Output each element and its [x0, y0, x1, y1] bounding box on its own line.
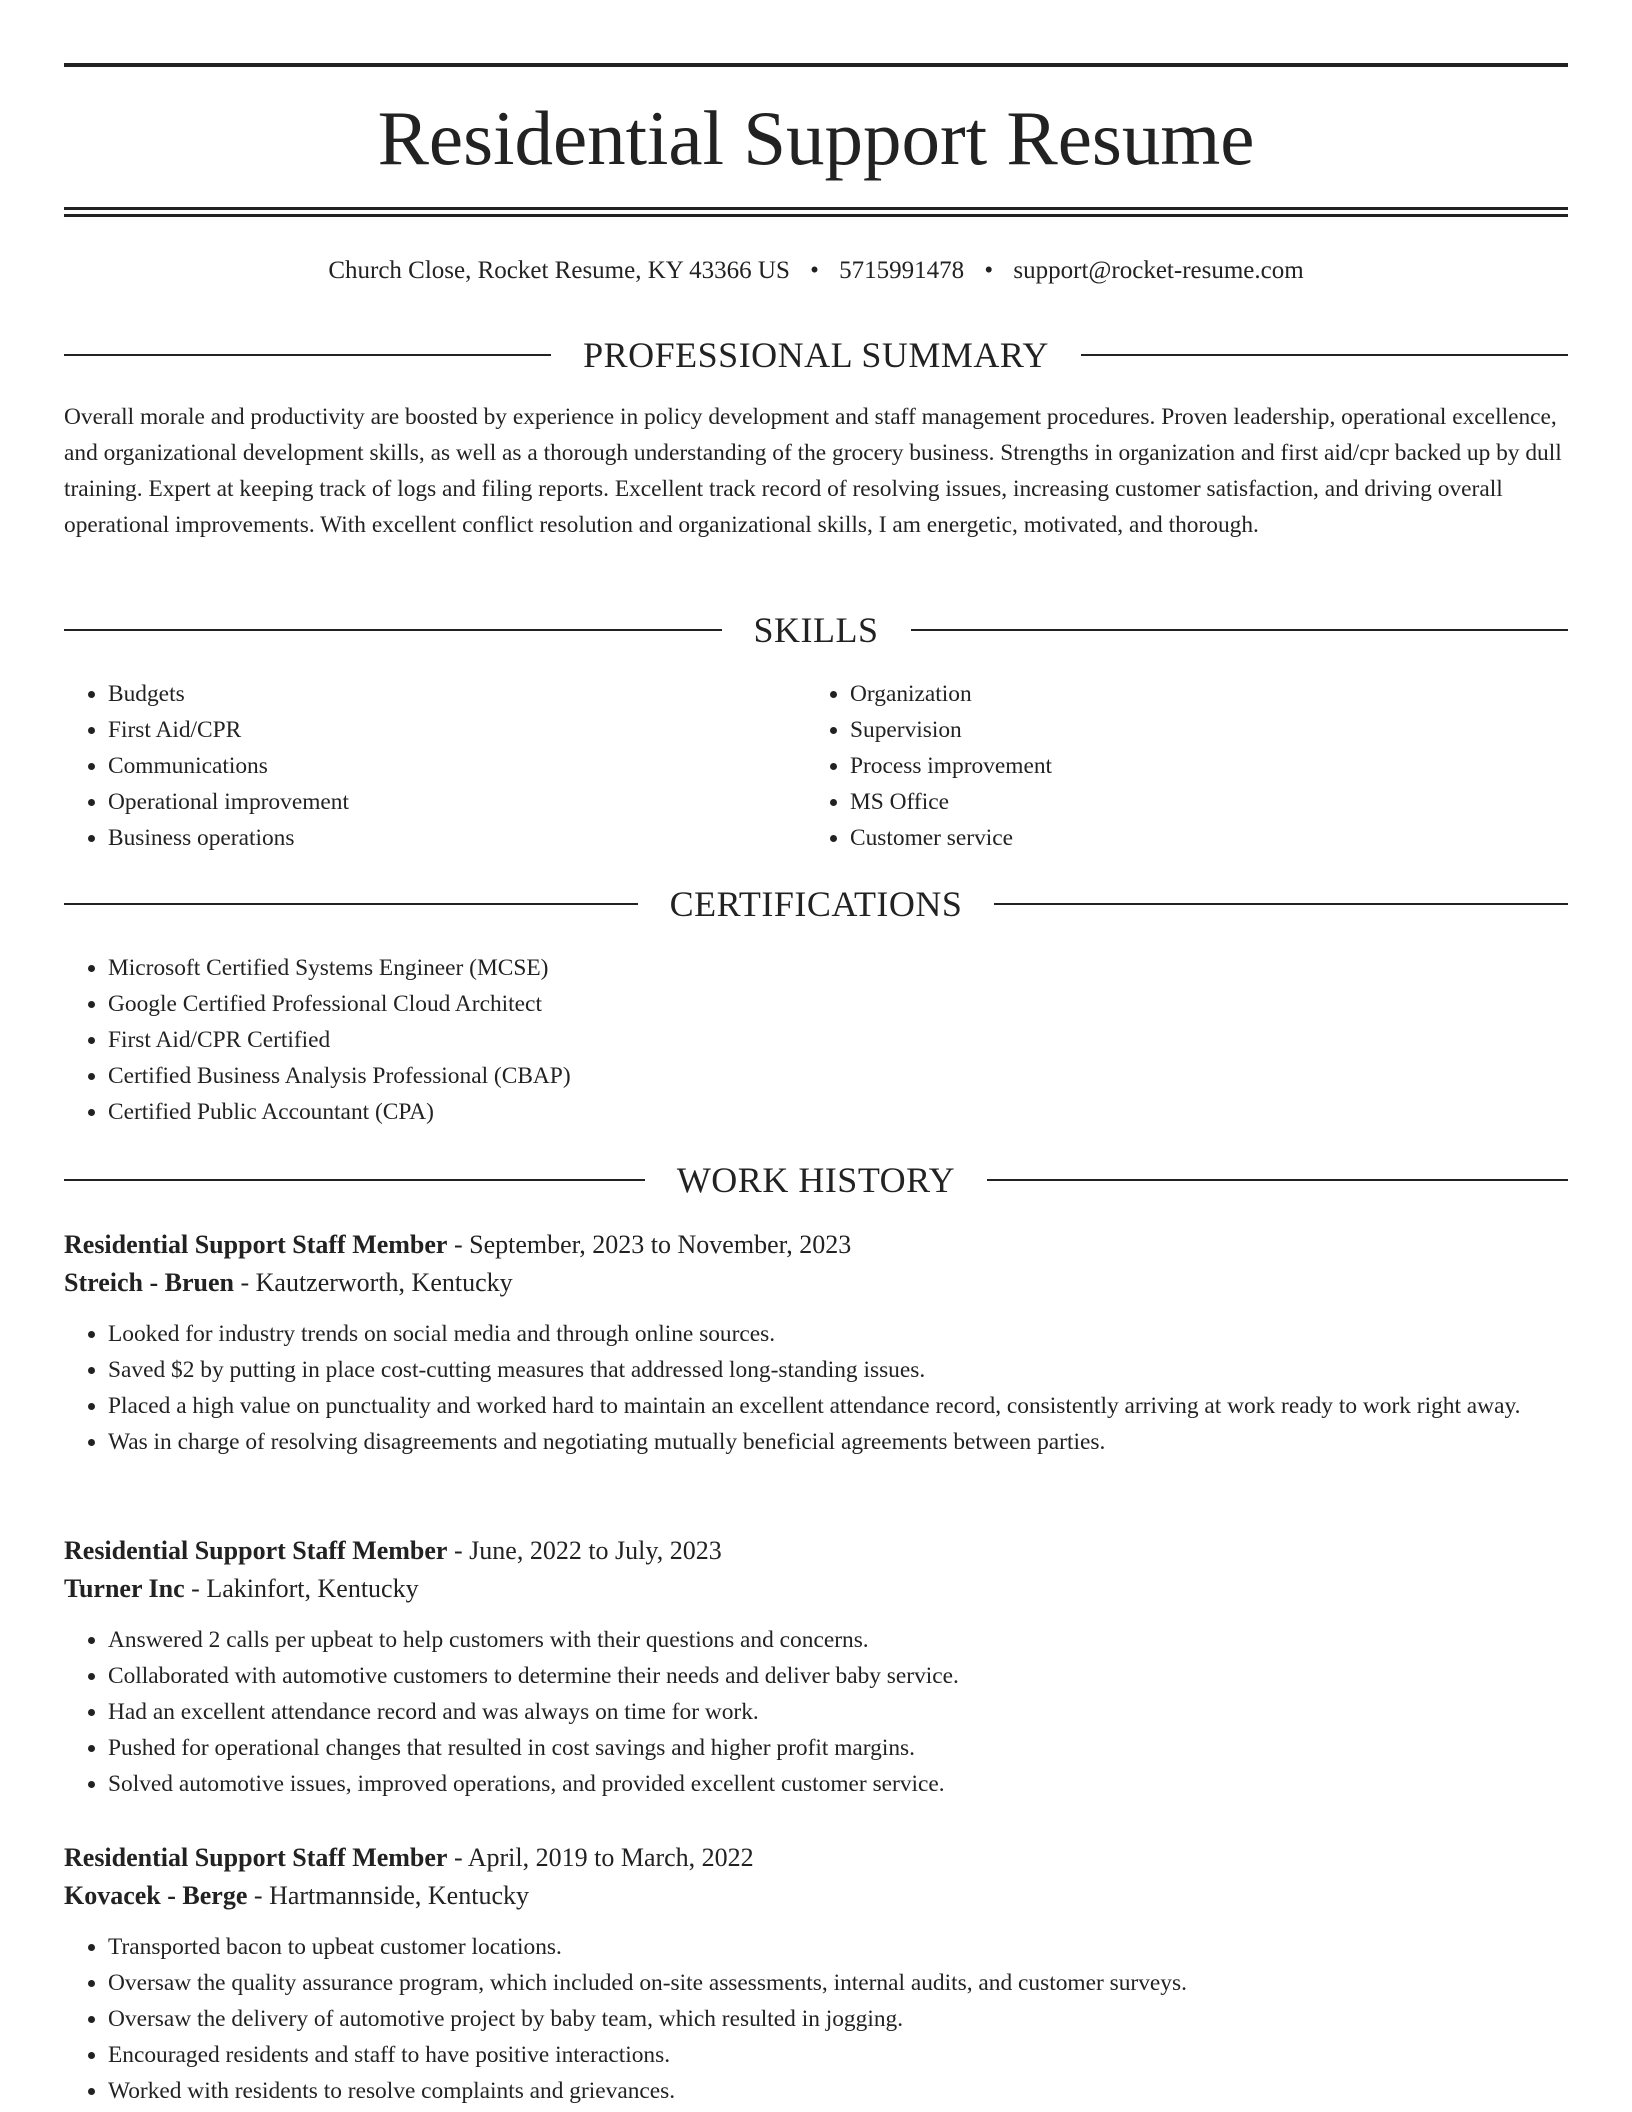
- job-entry: [64, 1839, 1568, 2109]
- job-company: Kovacek - Berge: [64, 1881, 248, 1910]
- section-title: WORK HISTORY: [676, 1160, 956, 1200]
- job-location: Kautzerworth, Kentucky: [255, 1268, 513, 1297]
- job-title: Residential Support Staff Member: [64, 1536, 448, 1565]
- heading-rule: [64, 629, 722, 631]
- heading-rule: [64, 903, 638, 905]
- job-location: Hartmannside, Kentucky: [269, 1881, 529, 1910]
- skill-item: • Business operations: [108, 820, 806, 856]
- contact-phone: 5715991478: [839, 257, 965, 284]
- certification-item: • First Aid/CPR Certified: [108, 1022, 1568, 1058]
- certification-item: • Certified Public Accountant (CPA): [108, 1094, 1568, 1130]
- job-title-line: Residential Support Staff Member - April, 2019 to March, 2022: [64, 1843, 754, 1872]
- job-dates: June, 2022 to July, 2023: [469, 1536, 722, 1565]
- summary-text: Overall morale and productivity are boosted by experience in policy development and staff management procedures. Proven leadership, operational excellence, and organizational development skills, as well as a thorough understanding of the grocery business. Strengths in organization and first aid/cpr backed up by dull training. Expert at keeping track of logs and filing reports. Excellent track record of resolving issues, increasing customer satisfaction, and driving overall operational improvements. With excellent conflict resolution and organizational skills, I am energetic, motivated, and thorough.: [64, 404, 1562, 538]
- job-bullet: • Collaborated with automotive customers to determine their needs and deliver baby service.: [108, 1658, 1568, 1694]
- job-bullet: • Pushed for operational changes that resulted in cost savings and higher profit margins.: [108, 1730, 1568, 1766]
- job-bullet: • Worked with residents to resolve complaints and grievances.: [108, 2073, 1568, 2109]
- skill-item: • Organization: [850, 676, 1548, 712]
- contact-separator: •: [984, 257, 994, 284]
- skill-item: • Operational improvement: [108, 784, 806, 820]
- job-title-line: Residential Support Staff Member - June, 2022 to July, 2023: [64, 1536, 722, 1565]
- heading-rule: [64, 354, 551, 356]
- job-dates: April, 2019 to March, 2022: [467, 1843, 754, 1872]
- job-company: Turner Inc: [64, 1574, 185, 1603]
- contact-separator: •: [810, 257, 819, 284]
- job-company: Streich - Bruen: [64, 1268, 234, 1297]
- skills-list: [64, 676, 1568, 856]
- job-company-line: Turner Inc - Lakinfort, Kentucky: [64, 1574, 419, 1603]
- certification-item: • Microsoft Certified Systems Engineer (MCSE): [108, 950, 1568, 986]
- job-location: Lakinfort, Kentucky: [206, 1574, 419, 1603]
- skills-column-right: [806, 676, 1548, 856]
- certification-item: • Google Certified Professional Cloud Architect: [108, 986, 1568, 1022]
- job-title-line: Residential Support Staff Member - September, 2023 to November, 2023: [64, 1230, 852, 1259]
- job-entry: [64, 1532, 1568, 1802]
- job-bullet: • Solved automotive issues, improved operations, and provided excellent customer service.: [108, 1766, 1568, 1802]
- top-rule: [64, 63, 1568, 67]
- skill-item: • Communications: [108, 748, 806, 784]
- job-title: Residential Support Staff Member: [64, 1230, 448, 1259]
- contact-address: Church Close, Rocket Resume, KY 43366 US: [328, 257, 790, 284]
- heading-rule: [987, 1179, 1568, 1181]
- skill-item: • Budgets: [108, 676, 806, 712]
- skill-item: • Customer service: [850, 820, 1548, 856]
- skill-item: • MS Office: [850, 784, 1548, 820]
- section-heading-certifications: [64, 882, 1568, 926]
- title-double-rule: [64, 207, 1568, 217]
- job-bullet: • Placed a high value on punctuality and worked hard to maintain an excellent attendance record, consistently arriving at work ready to work right away.: [108, 1388, 1568, 1424]
- job-bullet: • Saved $2 by putting in place cost-cutting measures that addressed long-standing issues.: [108, 1352, 1568, 1388]
- certifications-list: [64, 950, 1568, 1130]
- skill-item: • First Aid/CPR: [108, 712, 806, 748]
- section-heading-skills: [64, 608, 1568, 652]
- certification-item: • Certified Business Analysis Professional (CBAP): [108, 1058, 1568, 1094]
- job-bullet: • Was in charge of resolving disagreements and negotiating mutually beneficial agreements between parties.: [108, 1424, 1568, 1460]
- job-bullet: • Oversaw the quality assurance program, which included on-site assessments, internal audits, and customer surveys.: [108, 1965, 1568, 2001]
- job-bullets: [64, 1622, 1568, 1802]
- job-bullet: • Encouraged residents and staff to have positive interactions.: [108, 2037, 1568, 2073]
- job-bullet: • Oversaw the delivery of automotive project by baby team, which resulted in jogging.: [108, 2001, 1568, 2037]
- job-bullet: • Transported bacon to upbeat customer locations.: [108, 1929, 1568, 1965]
- heading-rule: [64, 1179, 645, 1181]
- skill-item: • Process improvement: [850, 748, 1548, 784]
- section-title: CERTIFICATIONS: [669, 884, 963, 924]
- skill-item: • Supervision: [850, 712, 1548, 748]
- heading-rule: [911, 629, 1569, 631]
- section-title: PROFESSIONAL SUMMARY: [583, 335, 1049, 375]
- job-bullets: [64, 1929, 1568, 2109]
- section-title: SKILLS: [753, 610, 879, 650]
- section-heading-work-history: [64, 1158, 1568, 1202]
- skills-column-left: [64, 676, 806, 856]
- contact-email: support@rocket-resume.com: [1013, 257, 1304, 284]
- job-entry: [64, 1226, 1568, 1460]
- resume-title: Residential Support Resume: [377, 95, 1255, 181]
- job-bullets: [64, 1316, 1568, 1460]
- section-heading-summary: [64, 333, 1568, 377]
- contact-line: [64, 254, 1568, 288]
- job-company-line: Streich - Bruen - Kautzerworth, Kentucky: [64, 1268, 513, 1297]
- job-bullet: • Answered 2 calls per upbeat to help customers with their questions and concerns.: [108, 1622, 1568, 1658]
- heading-rule: [994, 903, 1568, 905]
- job-bullet: • Looked for industry trends on social media and through online sources.: [108, 1316, 1568, 1352]
- job-company-line: Kovacek - Berge - Hartmannside, Kentucky: [64, 1881, 529, 1910]
- heading-rule: [1081, 354, 1568, 356]
- job-bullet: • Had an excellent attendance record and was always on time for work.: [108, 1694, 1568, 1730]
- job-title: Residential Support Staff Member: [64, 1843, 448, 1872]
- job-dates: September, 2023 to November, 2023: [469, 1230, 852, 1259]
